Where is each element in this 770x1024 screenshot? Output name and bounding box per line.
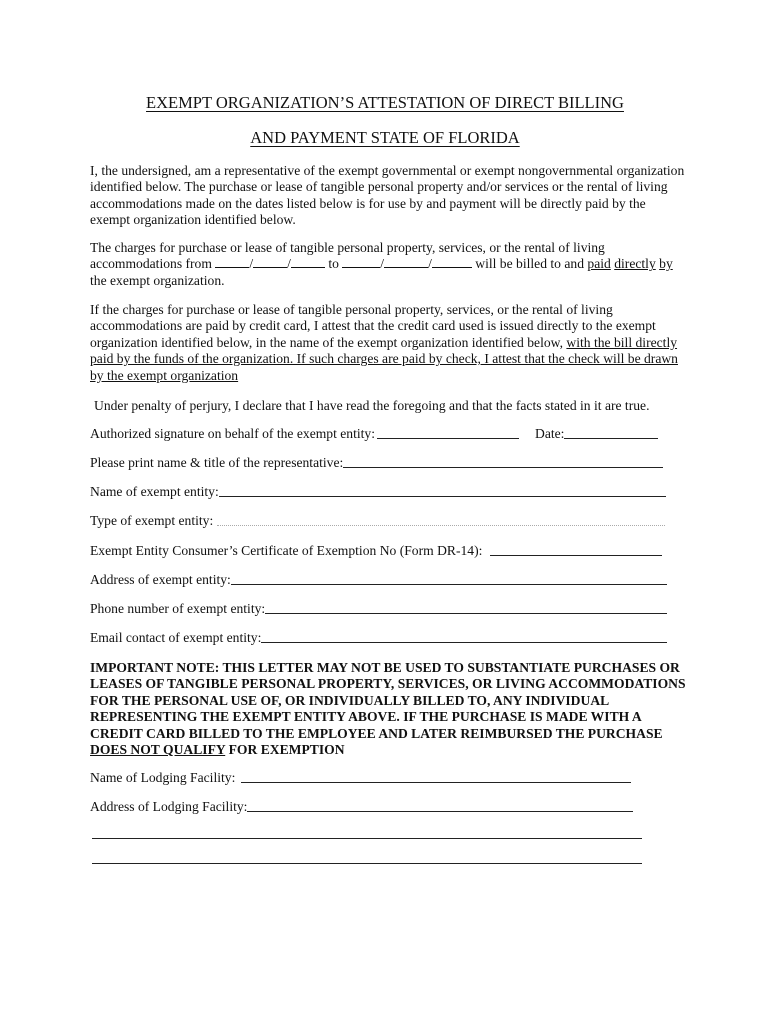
entity-type-row — [90, 513, 665, 529]
certificate-field[interactable] — [490, 543, 662, 556]
lodging-address-row — [90, 799, 633, 815]
entity-name-label: Name of exempt entity: — [90, 484, 219, 499]
email-label: Email contact of exempt entity: — [90, 630, 262, 645]
email-row — [90, 630, 667, 646]
print-name-row — [90, 455, 663, 471]
phone-field[interactable] — [265, 601, 667, 614]
from-day-blank[interactable] — [253, 256, 287, 268]
from-year-blank[interactable] — [291, 256, 325, 268]
address-row — [90, 572, 667, 588]
signature-field[interactable] — [377, 426, 519, 439]
important-note: IMPORTANT NOTE: THIS LETTER MAY NOT BE USED TO SUBSTANTIATE PURCHASES OR LEASES OF TANGIBLE PERSONAL PROPERTY, SERVICES, OR LIVING ACCOMMODATIONS FOR THE PERSONAL USE OF, OR INDIVIDUALLY BILLED TO, ANY INDIVIDUAL REPRESENTING THE EXEMPT ENTITY ABOVE. IF THE PURCHASE IS MADE WITH A CREDIT CARD BILLED TO THE EMPLOYEE AND LATER REIMBURSED THE PURCHASE DOES NOT QUALIFY FOR EXEMPTION — [90, 660, 686, 758]
phone-label: Phone number of exempt entity: — [90, 601, 266, 616]
perjury-declaration: Under penalty of perjury, I declare that I have read the foregoing and that the facts stated in it are true. — [94, 398, 650, 413]
lodging-address-field[interactable] — [247, 799, 633, 812]
statement-paragraph: I, the undersigned, am a representative of the exempt governmental or exempt nongovernmental organization identified below. The purchase or lease of tangible personal property and/or services or the rental of living accommodations made on the dates listed below is for use by and payment will be directly paid by the exempt organization identified below. — [90, 163, 685, 228]
lodging-address-line-3[interactable] — [92, 863, 642, 864]
entity-name-row — [90, 484, 666, 500]
entity-type-field[interactable] — [217, 513, 665, 526]
lodging-name-label: Name of Lodging Facility: — [90, 770, 236, 785]
signature-row — [90, 426, 658, 442]
lodging-address-label: Address of Lodging Facility: — [90, 799, 248, 814]
to-year-blank[interactable] — [432, 256, 472, 268]
form-title-line-1: EXEMPT ORGANIZATION’S ATTESTATION OF DIRECT BILLING — [146, 93, 624, 112]
to-day-blank[interactable] — [384, 256, 428, 268]
to-month-blank[interactable] — [342, 256, 380, 268]
certificate-label: Exempt Entity Consumer’s Certificate of Exemption No (Form DR-14): — [90, 543, 483, 558]
email-field[interactable] — [261, 630, 667, 643]
phone-row — [90, 601, 667, 617]
lodging-address-line-2[interactable] — [92, 838, 642, 839]
date-field[interactable] — [564, 426, 658, 439]
address-field[interactable] — [231, 572, 667, 585]
credit-card-paragraph: If the charges for purchase or lease of tangible personal property, services, or the rental of living accommodations are paid by credit card, I attest that the credit card used is issued directly to the exempt organization identified below, in the name of the exempt organization identified below, with the bill directly paid by the funds of the organization. If such charges are paid by check, I attest that the check will be drawn by the exempt organization — [90, 302, 678, 383]
entity-type-label: Type of exempt entity: — [90, 513, 214, 528]
form-title-line-2: AND PAYMENT STATE OF FLORIDA — [250, 128, 520, 147]
from-month-blank[interactable] — [215, 256, 249, 268]
signature-label: Authorized signature on behalf of the exempt entity: — [90, 426, 376, 441]
entity-name-field[interactable] — [219, 484, 666, 497]
print-name-field[interactable] — [343, 455, 663, 468]
billing-dates-paragraph: The charges for purchase or lease of tangible personal property, services, or the rental of living accommodations from / / to / / will be billed to and paid directly by the exempt organization. — [90, 240, 673, 288]
lodging-name-row — [90, 770, 631, 786]
lodging-name-field[interactable] — [241, 770, 631, 783]
address-label: Address of exempt entity: — [90, 572, 231, 587]
print-name-label: Please print name & title of the representative: — [90, 455, 344, 470]
date-label: Date: — [535, 426, 565, 441]
certificate-row — [90, 543, 662, 559]
